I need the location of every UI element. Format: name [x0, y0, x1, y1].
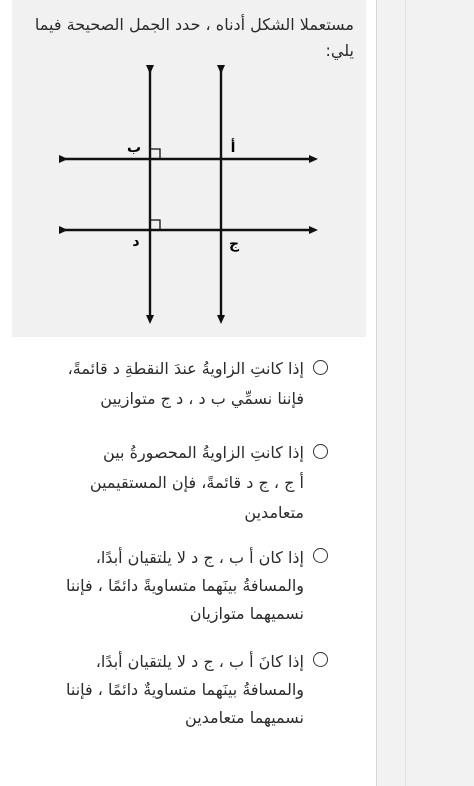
- option-2[interactable]: [60, 432, 328, 536]
- label-bottom-left: د: [132, 234, 140, 250]
- option-2-line-3: متعامدين: [244, 503, 304, 522]
- option-2-line-1: إذا كانتِ الزاويةُ المحصورةُ بين: [103, 443, 304, 462]
- label-top-left: ب: [126, 140, 142, 156]
- option-1-line-2: فإننا نسمِّي ب د ، د ج متوازيين: [100, 389, 304, 408]
- right-sidebar-strip: [376, 0, 474, 786]
- option-1[interactable]: [60, 348, 328, 432]
- parallel-lines-figure: [50, 64, 328, 326]
- answer-options: [60, 348, 328, 740]
- option-2-line-2: أ ج ، ج د قائمةً، فإن المستقيمين: [89, 473, 304, 492]
- option-3[interactable]: [60, 536, 328, 640]
- panel-divider: [376, 0, 377, 786]
- label-top-right: أ: [230, 140, 236, 156]
- option-1-text: [60, 348, 328, 414]
- option-3-checkbox[interactable]: [313, 548, 328, 563]
- option-2-text: [60, 432, 328, 528]
- label-bottom-right: ج: [228, 236, 240, 252]
- option-4-checkbox[interactable]: [313, 652, 328, 667]
- option-1-line-1: إذا كانتِ الزاويةُ عندَ النقطةِ د قائمةً،: [67, 359, 304, 378]
- option-4[interactable]: [60, 640, 328, 740]
- option-2-checkbox[interactable]: [313, 444, 328, 459]
- option-3-line-3: نسميهما متوازيان: [189, 604, 304, 623]
- option-4-line-1: إذا كانَ أ ب ، ج د لا يلتقيان أبدًا،: [95, 652, 304, 671]
- option-3-line-2: والمسافةُ بينَهما متساويةً دائمًا ، فإننا: [65, 576, 304, 595]
- option-3-line-1: إذا كان أ ب ، ج د لا يلتقيان أبدًا،: [95, 548, 304, 567]
- right-angle-marker-bottom: [150, 220, 160, 230]
- option-4-line-3: نسميهما متعامدين: [185, 708, 304, 727]
- panel-divider-secondary: [405, 0, 406, 786]
- option-4-line-2: والمسافةُ بينَهما متساويةٌ دائمًا ، فإننا: [65, 680, 304, 699]
- option-4-text: [60, 640, 328, 732]
- option-3-text: [60, 536, 328, 628]
- right-angle-marker-top: [150, 149, 160, 159]
- question-text: مستعملا الشكل أدناه ، حدد الجمل الصحيحة فيما يلي:: [34, 15, 354, 60]
- option-1-checkbox[interactable]: [313, 360, 328, 375]
